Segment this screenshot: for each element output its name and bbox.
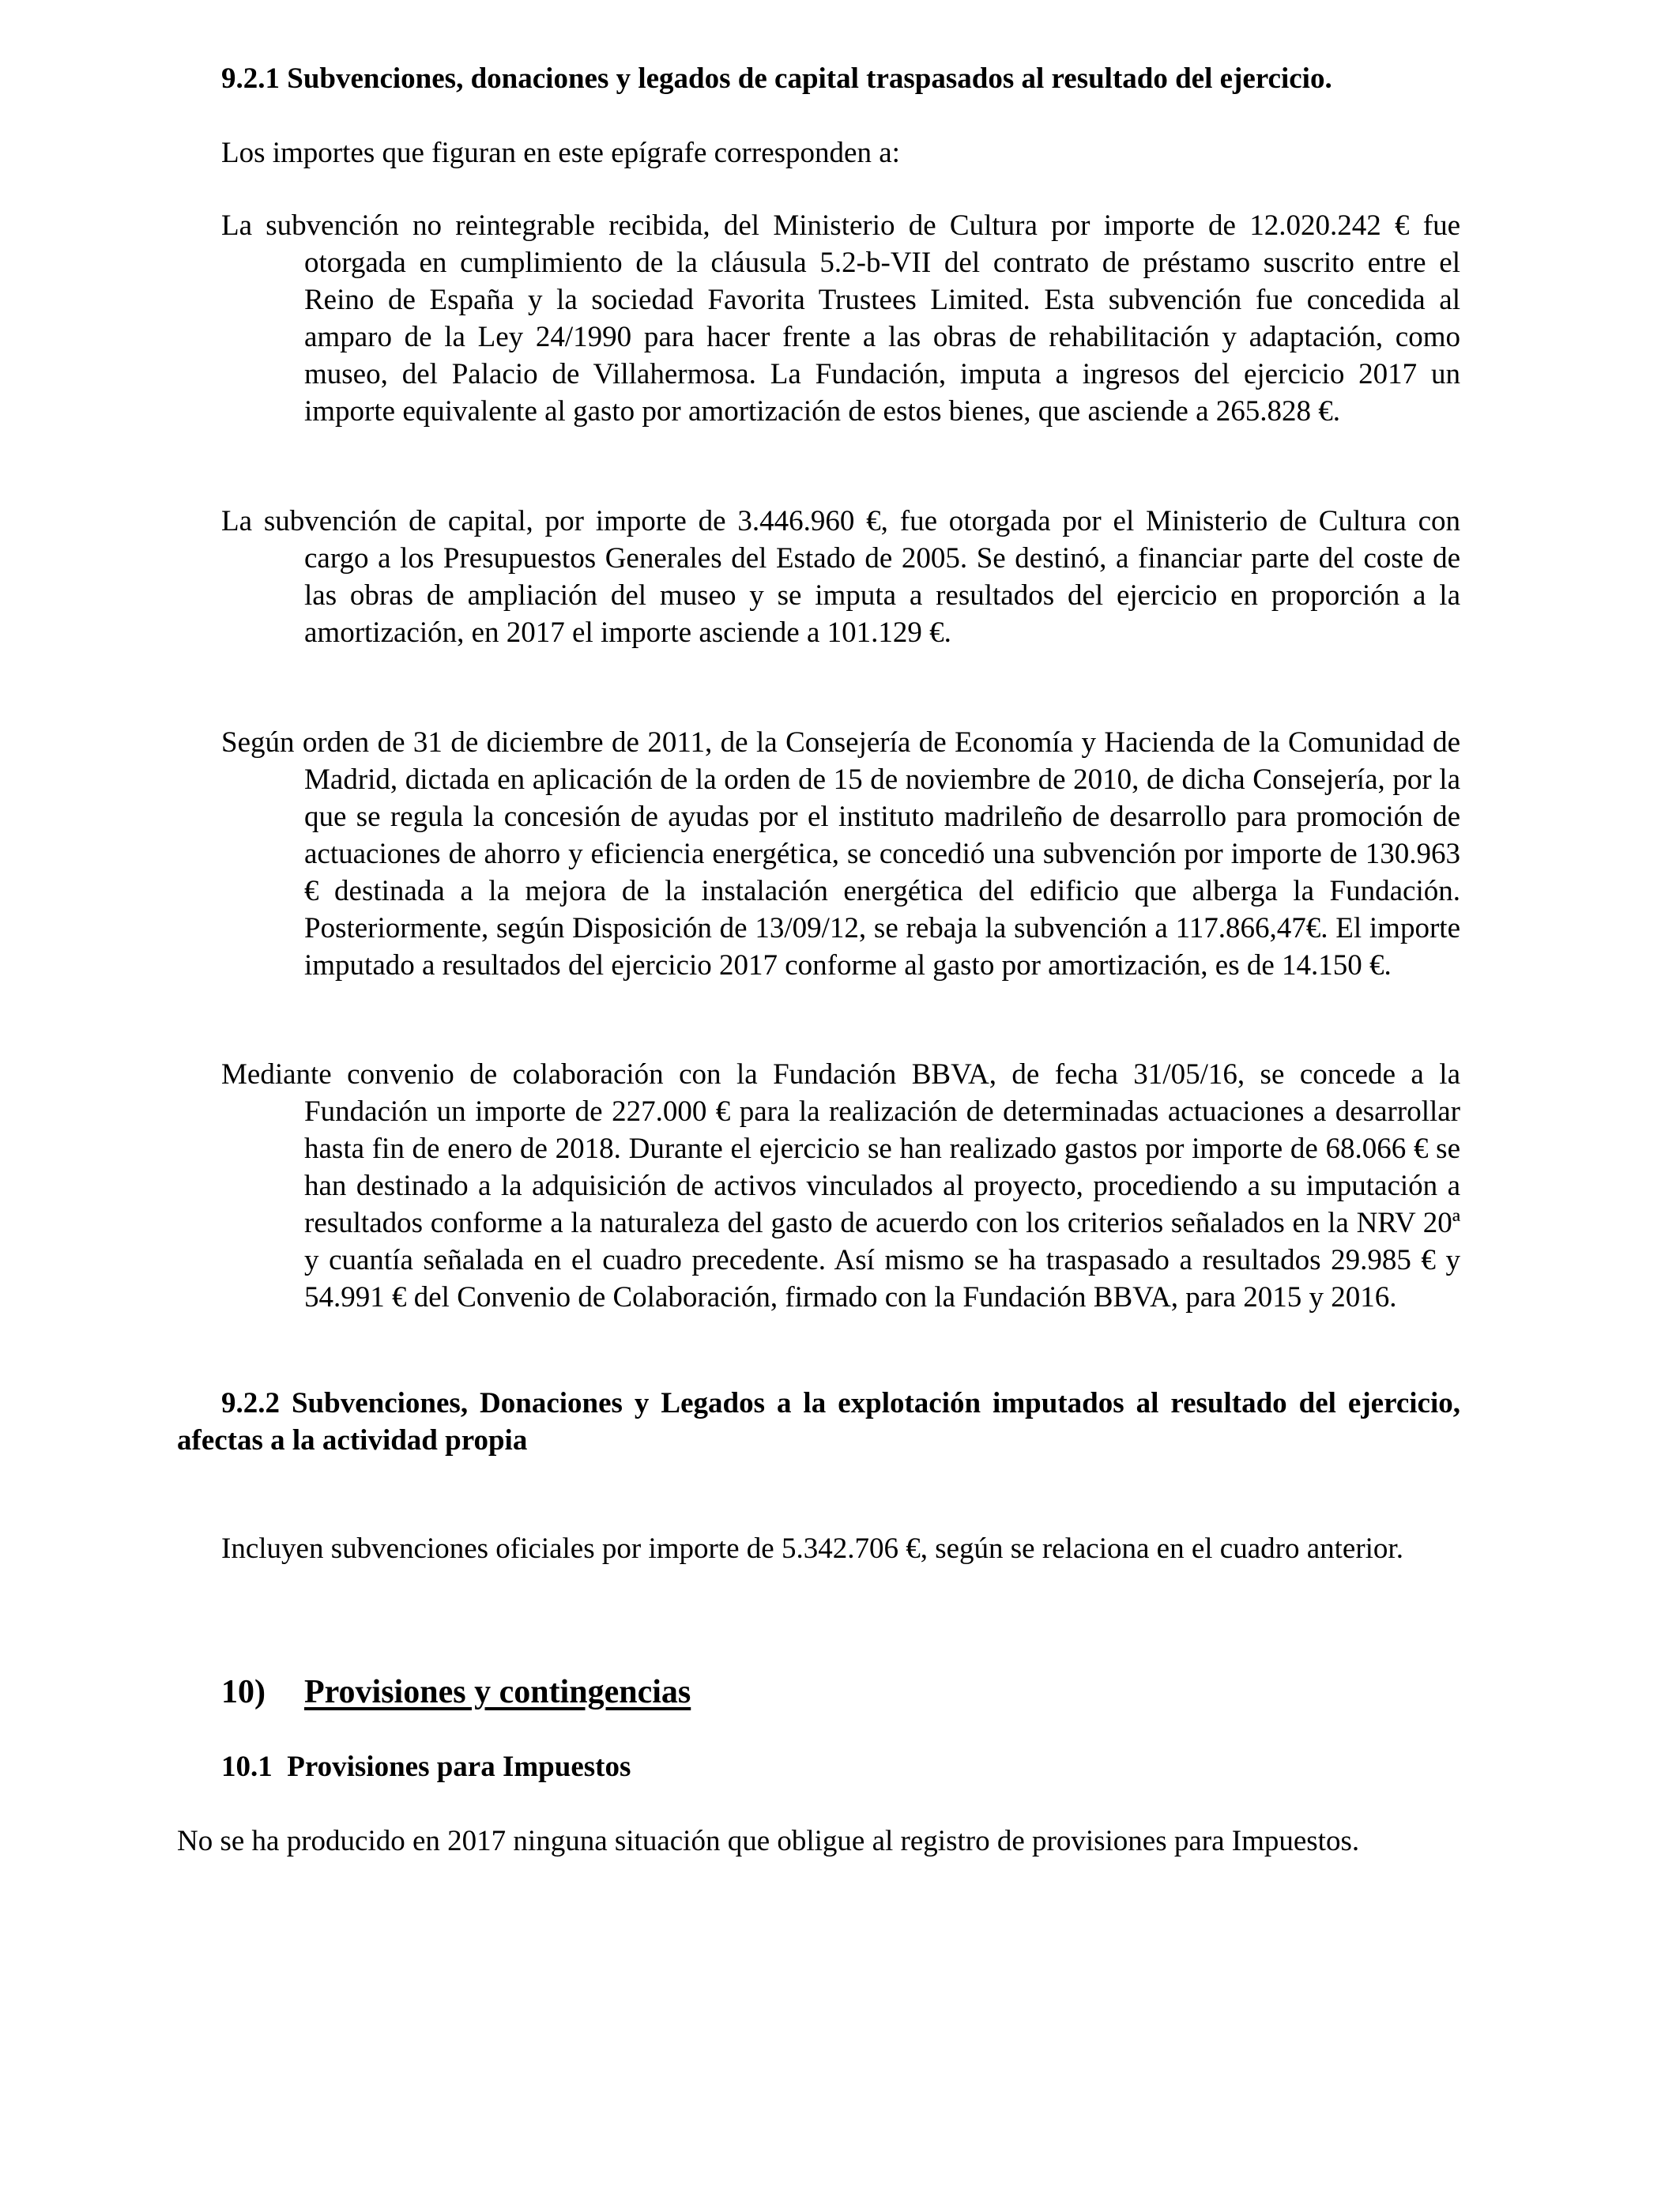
paragraph-subvenciones-oficiales: Incluyen subvenciones oficiales por importe de 5.342.706 €, según se relaciona en el cuadro anterior. [221,1532,1403,1565]
section-10-title [221,1672,691,1713]
paragraph-comunidad-madrid: Según orden de 31 de diciembre de 2011, de la Consejería de Economía y Hacienda de la Comunidad de Madrid, dictada en aplicación de la orden de 15 de noviembre de 2010, de dicha Consejería, por la que se regula la concesión de ayudas por el instituto madrileño de desarrollo para promoción de actuaciones de ahorro y eficiencia energética, se concedió una subvención por importe de 130.963 € destinada a la mejora de la instalación energética del edificio que alberga la Fundación. Posteriormente, según Disposición de 13/09/12, se rebaja la subvención a 117.866,47€. El importe imputado a resultados del ejercicio 2017 conforme al gasto por amortización, es de 14.150 €. [221,726,1460,982]
heading-10-1: 10.1 Provisiones para Impuestos [221,1751,631,1783]
section-10-number: 10) [221,1674,266,1710]
paragraph-fundacion-bbva: Mediante convenio de colaboración con la Fundación BBVA, de fecha 31/05/16, se concede a la Fundación un importe de 227.000 € para la realización de determinadas actuaciones a desarrollar hasta fin de enero de 2018. Durante el ejercicio se han realizado gastos por importe de 68.066 € se han destinado a la adquisición de activos vinculados al proyecto, procediendo a su imputación a resultados conforme a la naturaleza del gasto de acuerdo con los criterios señalados en la NRV 20ª y cuantía señalada en el cuadro precedente. Así mismo se ha traspasado a resultados 29.985 € y 54.991 € del Convenio de Colaboración, firmado con la Fundación BBVA, para 2015 y 2016. [221,1058,1460,1314]
heading-9-2-1: 9.2.1 Subvenciones, donaciones y legados de capital traspasados al resultado del ejercicio. [221,62,1332,95]
heading-9-2-2: 9.2.2 Subvenciones, Donaciones y Legados a la explotación imputados al resultado del ejercicio, afectas a la actividad propia [177,1387,1460,1457]
paragraph-provisiones-impuestos: No se ha producido en 2017 ninguna situación que obligue al registro de provisiones para Impuestos. [177,1825,1360,1857]
intro-text: Los importes que figuran en este epígrafe corresponden a: [221,137,900,169]
paragraph-ministerio-cultura: La subvención no reintegrable recibida, del Ministerio de Cultura por importe de 12.020.242 € fue otorgada en cumplimiento de la cláusula 5.2-b-VII del contrato de préstamo suscrito entre el Reino de España y la sociedad Favorita Trustees Limited. Esta subvención fue concedida al amparo de la Ley 24/1990 para hacer frente a las obras de rehabilitación y adaptación, como museo, del Palacio de Villahermosa. La Fundación, imputa a ingresos del ejercicio 2017 un importe equivalente al gasto por amortización de estos bienes, que asciende a 265.828 €. [221,209,1460,428]
paragraph-subvencion-capital: La subvención de capital, por importe de 3.446.960 €, fue otorgada por el Ministerio de Cultura con cargo a los Presupuestos Generales del Estado de 2005. Se destinó, a financiar parte del coste de las obras de ampliación del museo y se imputa a resultados del ejercicio en proporción a la amortización, en 2017 el importe asciende a 101.129 €. [221,505,1460,649]
section-10-title-text: Provisiones y contingencias [304,1674,691,1710]
